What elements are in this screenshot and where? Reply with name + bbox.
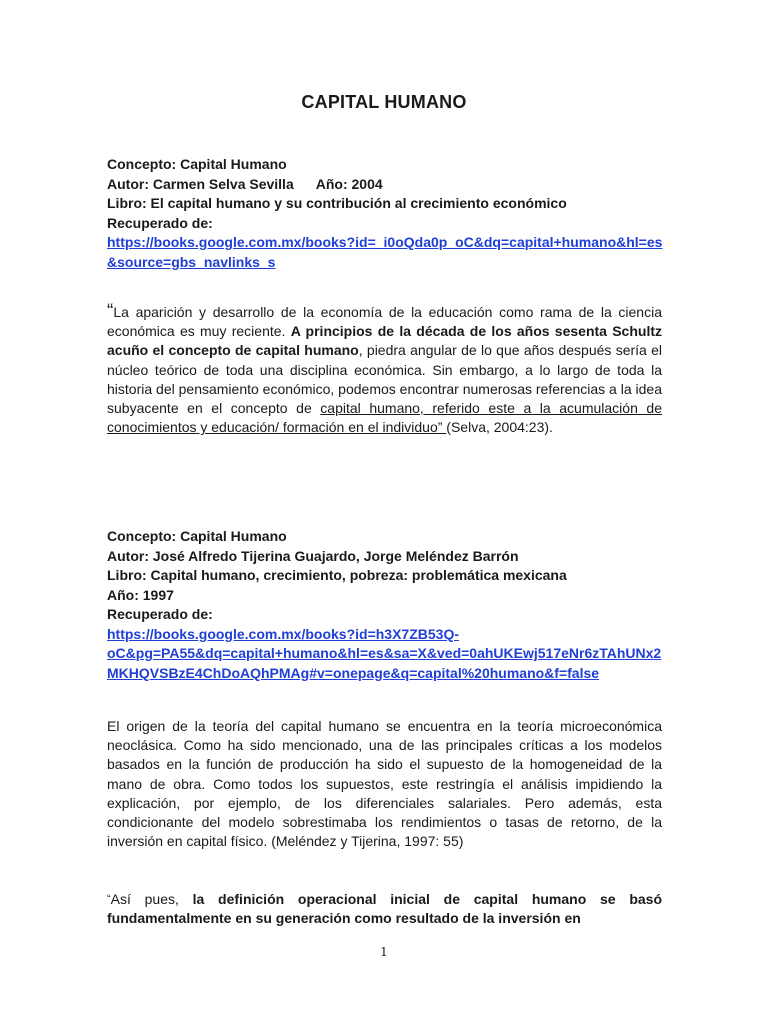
reference-link-1a[interactable]: https://books.google.com.mx/books?id=_i0oQda0p_oC&dq=capital+humano&hl=es	[107, 234, 663, 250]
reference-author-year	[107, 175, 667, 195]
reference-book: Libro: El capital humano y su contribución al crecimiento económico	[107, 195, 567, 211]
paragraph-bold-text: la definición operacional inicial de capital humano se basó fundamentalmente en su generación como resultado de la inversión en	[107, 891, 662, 927]
reference-year: Año: 2004	[315, 175, 383, 192]
reference-author: Autor: José Alfredo Tijerina Guajardo, Jorge Meléndez Barrón	[107, 547, 519, 564]
page-number: 1	[380, 945, 388, 959]
reference-block-2	[107, 527, 667, 683]
paragraph-bold-text: A principios de la década de los años sesenta Schultz acuño el concepto de capital humano	[107, 323, 662, 359]
reference-book: Libro: Capital humano, crecimiento, pobreza: problemática mexicana	[107, 567, 567, 583]
reference-retrieved-label: Recuperado de:	[107, 214, 213, 231]
reference-link-1b[interactable]: &source=gbs_navlinks_s	[107, 253, 276, 270]
paragraph-underlined-text: capital humano, referido este a la acumulación de conocimientos y educación/ formación en el individuo”	[107, 400, 662, 436]
reference-concept: Concepto: Capital Humano	[107, 156, 287, 172]
quote-paragraph-3	[107, 890, 662, 928]
reference-author: Autor: Carmen Selva Sevilla	[107, 175, 294, 192]
paragraph-text: Así pues,	[110, 891, 193, 907]
paragraph-citation: (Selva, 2004:23).	[446, 419, 553, 436]
reference-link-2c[interactable]: MKHQVSBzE4ChDoAQhPMAg#v=onepage&q=capital%20humano&f=false	[107, 664, 600, 681]
quote-paragraph-1	[107, 303, 662, 437]
open-quote-mark: “	[107, 893, 111, 905]
paragraph-text: La aparición y desarrollo de la economía de la educación como rama de la ciencia económica es muy reciente.	[107, 304, 662, 340]
reference-concept: Concepto: Capital Humano	[107, 528, 287, 544]
reference-link-2b[interactable]: oC&pg=PA55&dq=capital+humano&hl=es&sa=X&ved=0ahUKEwj517eNr6zTAhUNx2	[107, 645, 662, 661]
paragraph-text: , piedra angular de lo que años después sería el núcleo teórico de toda una disciplina económica. Sin embargo, a lo largo de toda la historia del pensamiento económico, podemos encontrar numerosas referencias a la idea subyacente en el concepto de	[107, 342, 663, 417]
open-quote-mark: “	[107, 301, 114, 322]
reference-year: Año: 1997	[107, 586, 174, 603]
document-title: CAPITAL HUMANO	[301, 92, 467, 112]
reference-link-2a[interactable]: https://books.google.com.mx/books?id=h3X7ZB53Q-	[107, 625, 459, 642]
body-paragraph-2: El origen de la teoría del capital humano se encuentra en la teoría microeconómica neoclásica. Como ha sido mencionado, una de las principales críticas a los modelos basados en la función de producción ha sido el supuesto de la homogeneidad de la mano de obra. Como todos los supuestos, este restringía el análisis impidiendo la explicación, por ejemplo, de los diferenciales salariales. Pero además, esta condicionante del modelo sobrestimaba los rendimientos o tasas de retorno, de la inversión en capital físico. (Meléndez y Tijerina, 1997: 55)	[107, 718, 662, 850]
reference-block-1	[107, 155, 667, 272]
reference-retrieved-label: Recuperado de:	[107, 606, 213, 622]
